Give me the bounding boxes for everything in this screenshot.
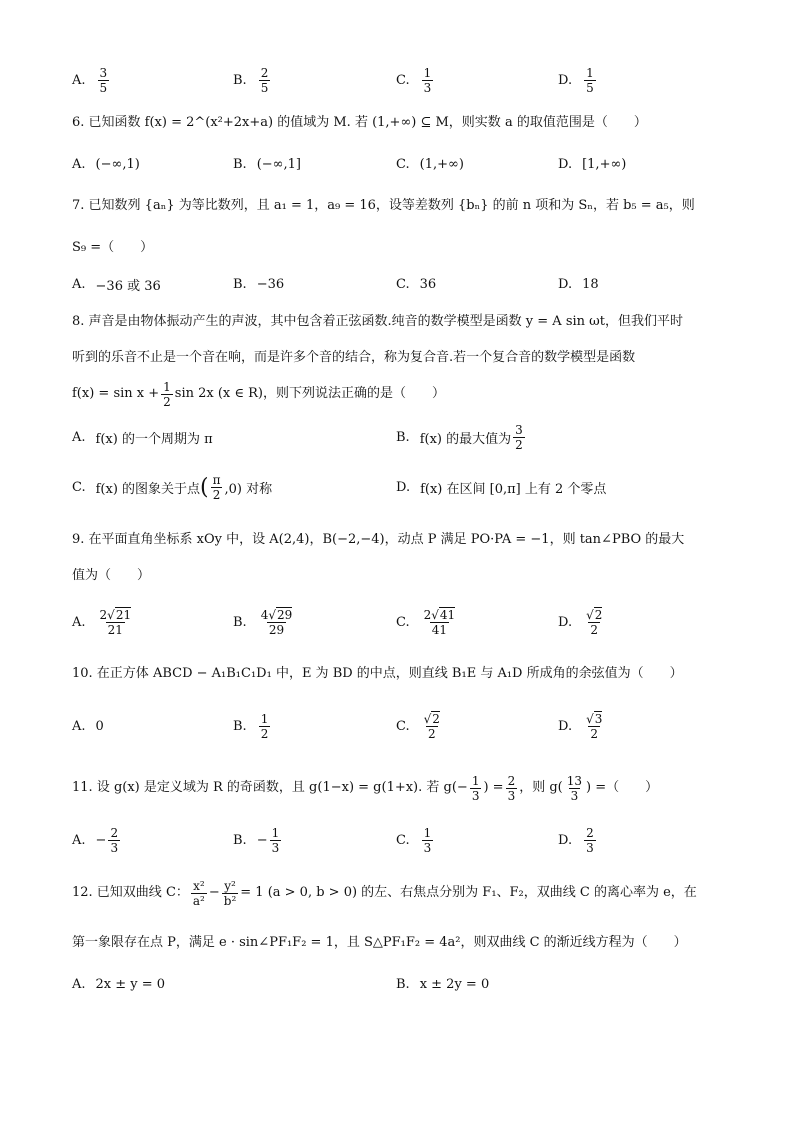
fraction: $\frac{1}{3}$: [271, 825, 280, 855]
fraction: $\frac{1}{2}$: [163, 379, 171, 409]
q11-options: [72, 818, 722, 862]
fraction: $\frac{4√29}{29}$: [260, 607, 293, 637]
q11-option-c[interactable]: C. $\frac{1}{3}$: [396, 825, 432, 855]
fraction: $\frac{3}{5}$: [99, 65, 108, 95]
q10-option-d[interactable]: D. $\frac{√3}{2}$: [558, 711, 603, 741]
q5-option-d[interactable]: [558, 58, 598, 102]
q7-options: [72, 262, 722, 306]
fraction: $\frac{1}{3}$: [423, 825, 432, 855]
fraction: $\frac{1}{3}$: [471, 773, 480, 803]
q7-stem-line2: S₉ =（ ）: [72, 240, 154, 255]
q8-option-c[interactable]: C. f(x) 的图象关于点 ( $\frac{\pi}{2}$ ,0) 对称: [72, 472, 273, 502]
q11-stem: 11. 设 g(x) 是定义域为 R 的奇函数，且 g(1−x) = g(1+x). 若 g(− $\frac{1}{3}$ ) = $\frac{2}{3}$ ，则 g( $\frac{13}{3}$ ) =（ ）: [72, 773, 659, 803]
q9-option-d[interactable]: D. $\frac{√2}{2}$: [558, 607, 603, 637]
q5-option-b[interactable]: [233, 58, 272, 102]
q10-option-a[interactable]: A. 0: [72, 718, 104, 734]
q9-option-b[interactable]: B. $\frac{4√29}{29}$: [233, 607, 293, 637]
q6-option-c[interactable]: C. (1,+∞): [396, 156, 464, 172]
fraction: $\frac{\text{x²}}{\text{a²}}$: [192, 878, 205, 908]
q12-option-b[interactable]: B. x ± 2y = 0: [396, 976, 490, 992]
fraction: $\frac{2}{5}$: [260, 65, 269, 95]
fraction: $\frac{2}{3}$: [586, 825, 594, 855]
q11-option-b[interactable]: B. − $\frac{1}{3}$: [233, 825, 280, 855]
q11-option-a[interactable]: A. − $\frac{2}{3}$: [72, 825, 119, 855]
q7-option-a[interactable]: A. −36 或 36: [72, 276, 161, 294]
q6-stem: 6. 已知函数 f(x) = 2^(x²+2x+a) 的值域为 M. 若 (1,+∞) ⊆ M，则实数 a 的取值范围是（ ）: [72, 115, 647, 130]
q8-option-a[interactable]: A. f(x) 的一个周期为 π: [72, 429, 213, 447]
q9-stem-line2: 值为（ ）: [72, 568, 151, 583]
q8-option-d[interactable]: D. f(x) 在区间 [0,π] 上有 2 个零点: [396, 479, 607, 497]
q7-option-d[interactable]: D. 18: [558, 276, 599, 292]
fraction: $\frac{2√41}{41}$: [423, 607, 456, 637]
q10-options: [72, 704, 722, 748]
q10-option-c[interactable]: C. $\frac{√2}{2}$: [396, 711, 440, 741]
option-letter: A.: [72, 72, 86, 88]
fraction: $\frac{√2}{2}$: [586, 607, 603, 637]
fraction: $\frac{2}{3}$: [507, 773, 516, 803]
q6-option-b[interactable]: B. (−∞,1]: [233, 156, 301, 172]
q8-options-row1: [72, 415, 722, 459]
q6-option-a[interactable]: A. (−∞,1): [72, 156, 140, 172]
q8-options-row2: [72, 465, 722, 509]
q6-option-d[interactable]: D. [1,+∞): [558, 156, 627, 172]
q10-option-b[interactable]: B. $\frac{1}{2}$: [233, 711, 269, 741]
fraction: $\frac{\pi}{2}$: [212, 472, 221, 502]
q9-option-a[interactable]: A. $\frac{2√21}{21}$: [72, 607, 132, 637]
fraction: $\frac{\text{y²}}{\text{b²}}$: [223, 878, 237, 908]
fraction: $\frac{1}{3}$: [423, 65, 432, 95]
fraction: $\frac{1}{2}$: [260, 711, 269, 741]
q9-stem-line1: 9. 在平面直角坐标系 xOy 中，设 A(2,4)，B(−2,−4)，动点 P 满足 PO·PA = −1，则 tan∠PBO 的最大: [72, 532, 685, 547]
q8-option-b[interactable]: B. f(x) 的最大值为 $\frac{3}{2}$: [396, 422, 523, 452]
fraction: $\frac{3}{2}$: [515, 422, 523, 452]
fraction: $\frac{√3}{2}$: [586, 711, 603, 741]
q11-option-d[interactable]: D. $\frac{2}{3}$: [558, 825, 594, 855]
q7-stem-line1: 7. 已知数列 {aₙ} 为等比数列，且 a₁ = 1，a₉ = 16，设等差数列 {bₙ} 的前 n 项和为 Sₙ，若 b₅ = a₅，则: [72, 198, 695, 213]
option-letter: C.: [396, 72, 410, 88]
q9-option-c[interactable]: C. $\frac{2√41}{41}$: [396, 607, 456, 637]
q5-option-a[interactable]: [72, 58, 111, 102]
q7-option-c[interactable]: C. 36: [396, 276, 437, 292]
fraction: $\frac{1}{5}$: [586, 65, 594, 95]
fraction: $\frac{√2}{2}$: [423, 711, 440, 741]
q5-options: [72, 58, 722, 102]
q7-option-b[interactable]: B. −36: [233, 276, 285, 292]
q12-stem-line1: 12. 已知双曲线 C： $\frac{\text{x²}}{\text{a²}}$ − $\frac{\text{y²}}{\text{b²}}$ = 1 (a > 0, b > 0) 的左、右焦点分别为 F₁、F₂，双曲线 C 的离心率为 e，在: [72, 878, 697, 908]
fraction: $\frac{13}{3}$: [566, 773, 583, 803]
q8-stem-line3: f(x) = sin x + $\frac{1}{2}$ sin 2x (x ∈ R)，则下列说法正确的是（ ）: [72, 379, 446, 409]
q12-option-a[interactable]: A. 2x ± y = 0: [72, 976, 166, 992]
q12-options: [72, 962, 722, 1006]
option-letter: D.: [558, 72, 573, 88]
q8-stem-line2: 听到的乐音不止是一个音在响，而是许多个音的结合，称为复合音.若一个复合音的数学模型是函数: [72, 350, 636, 365]
option-letter: B.: [233, 72, 247, 88]
fraction: $\frac{2√21}{21}$: [99, 607, 132, 637]
q6-options: [72, 142, 722, 186]
q12-stem-line2: 第一象限存在点 P，满足 e · sin∠PF₁F₂ = 1，且 S△PF₁F₂ = 4a²，则双曲线 C 的渐近线方程为（ ）: [72, 935, 687, 950]
q9-options: [72, 600, 722, 644]
q10-stem: 10. 在正方体 ABCD − A₁B₁C₁D₁ 中，E 为 BD 的中点，则直线 B₁E 与 A₁D 所成角的余弦值为（ ）: [72, 666, 683, 681]
fraction: $\frac{2}{3}$: [110, 825, 119, 855]
q5-option-c[interactable]: [396, 58, 435, 102]
q8-stem-line1: 8. 声音是由物体振动产生的声波，其中包含着正弦函数.纯音的数学模型是函数 y = A sin ωt，但我们平时: [72, 314, 683, 329]
